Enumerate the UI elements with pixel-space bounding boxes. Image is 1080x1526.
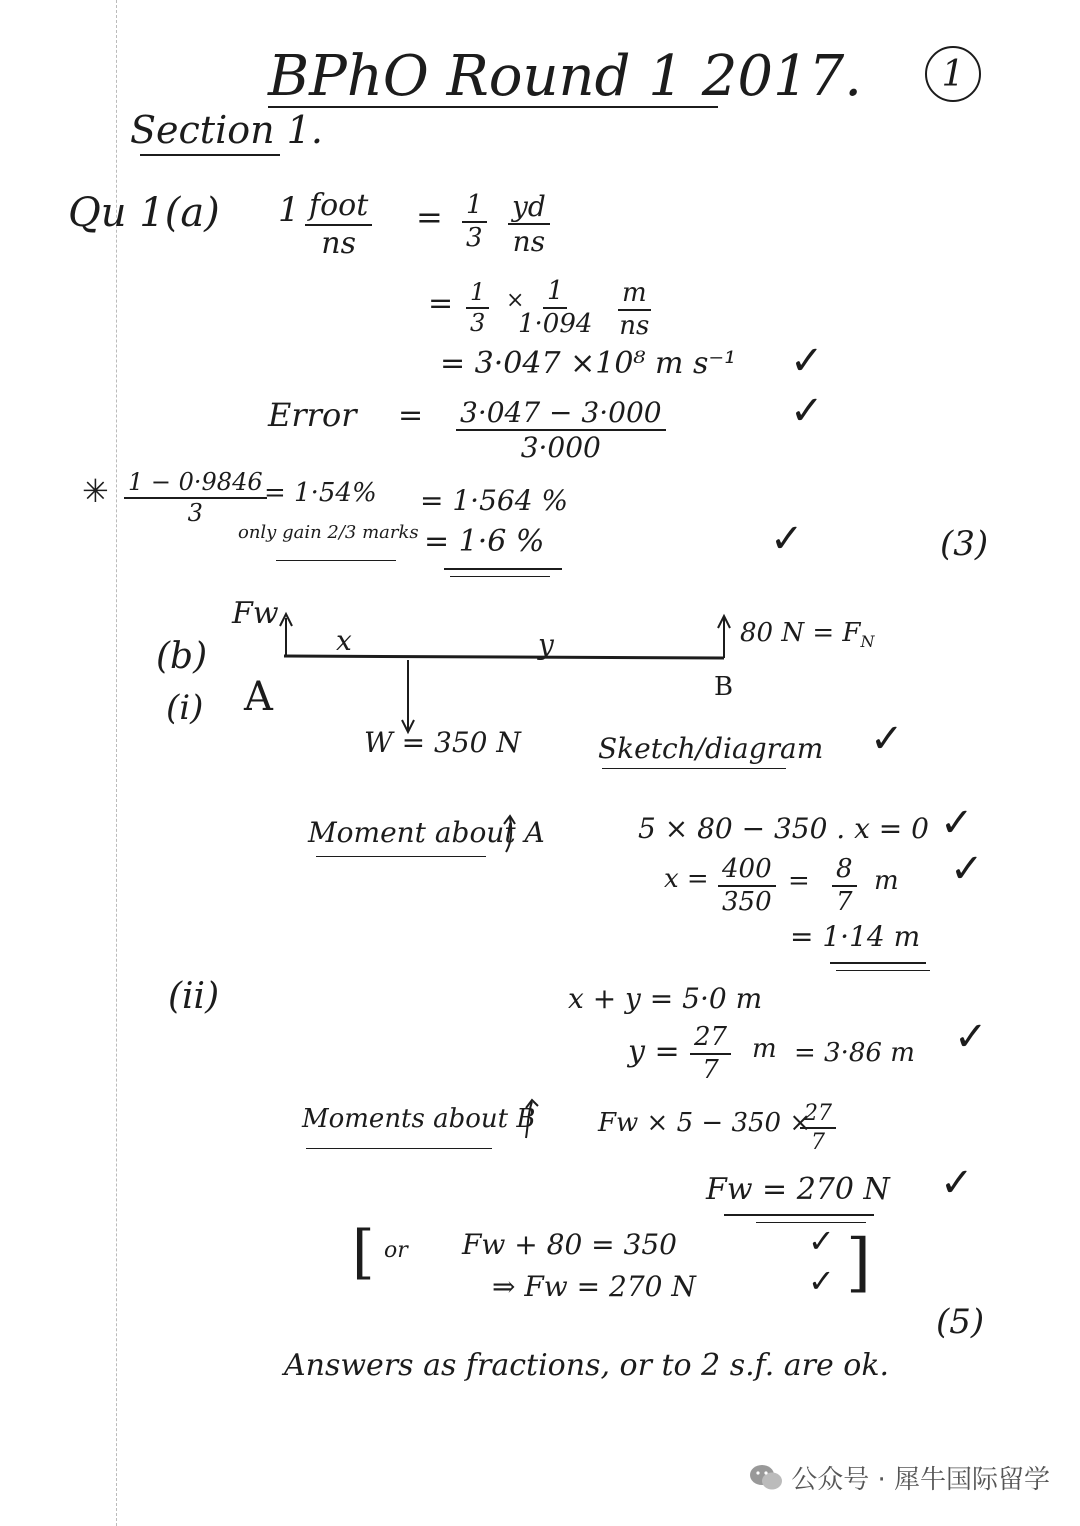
moment-b-label: Moments about B [302,1104,536,1134]
diagram-fw: Fw [232,596,279,631]
question-label: Qu 1(a) [68,190,220,236]
section-heading: Section 1. [130,108,323,152]
moment-b-fraction: $\frac{27}{7}$ [800,1102,836,1154]
x-simplified: $\frac{8}{7}$ [832,856,857,917]
tick-mark: ✓ [950,846,984,892]
line2-equals: = [428,286,454,321]
tick-mark: ✓ [790,338,824,384]
result-percent-3dp: = 1·564 % [420,484,569,517]
y-lhs: y = [628,1034,680,1069]
tick-mark: ✓ [808,1262,835,1300]
result-percent-final: = 1·6 % [424,524,545,559]
part-ii-label: (ii) [168,976,220,1017]
tick-mark: ✓ [808,1222,835,1260]
x-result: = 1·14 m [790,920,921,953]
diagram-fn: 80 $N = F_N$ [740,618,875,652]
error-fraction: $\frac{3\cdot 047 - 3\cdot 000}{3\cdot 000}$ [456,398,666,463]
marks-5: (5) [936,1302,985,1342]
alt-close-bracket: ] [846,1226,871,1300]
line2-third: $\frac{1}{3}$ [466,280,489,336]
diagram-a: A [244,674,273,720]
x-fraction: $\frac{400}{350}$ [718,856,776,917]
line1-equals: = [416,198,443,236]
fw-result: Fw = 270 N [706,1172,890,1207]
x-result-underline [830,962,926,964]
tick-mark: ✓ [790,388,824,434]
alt-fraction: $\frac{1 - 0\cdot 9846}{3}$ [124,470,267,526]
line3-speed: = 3·047 ×10⁸ m s⁻¹ [440,346,737,381]
tick-mark: ✓ [770,516,804,562]
tick-mark: ✓ [954,1014,988,1060]
wechat-icon [749,1464,783,1492]
marks-3: (3) [940,524,989,564]
line2-inverse-yard: $\frac{1}{1\cdot 094}$ [518,276,593,340]
x-equals: = [788,866,810,896]
error-equals: = [398,398,424,433]
alt-result: = 1·54% [264,478,377,508]
anticlockwise-arrow-icon [498,812,522,856]
y-fraction: $\frac{27}{7}$ [690,1024,731,1085]
moment-a-underline [316,856,486,857]
line1-unit-fraction: foot ns [305,190,372,259]
x-unit: m [874,866,899,896]
page-number: 1 [925,46,981,102]
error-label: Error [268,396,357,434]
x-lhs: x = [664,864,709,894]
alt-note: only gain 2/3 marks [238,522,419,543]
tick-mark: ✓ [870,716,904,762]
sketch-label: Sketch/diagram [598,732,824,765]
marking-note: Answers as fractions, or to 2 s.f. are ok. [284,1348,890,1383]
y-unit: m [752,1034,777,1064]
moment-b-equation: Fw × 5 − 350 × [598,1108,812,1138]
watermark [749,1459,1050,1496]
y-result: = 3·86 m [794,1038,915,1068]
sketch-underline [602,768,786,769]
part-b-label: (b) [156,636,208,677]
sum-equation: x + y = 5·0 m [568,982,763,1015]
diagram-b: B [714,672,734,702]
tick-mark: ✓ [940,1160,974,1206]
part-i-label: (i) [166,688,204,728]
page-title: BPhO Round 1 2017. [268,44,863,109]
alt-eq2: ⇒ Fw = 270 N [492,1270,696,1303]
moment-b-underline [306,1148,492,1149]
line2-m-per-ns: $\frac{m}{ns}$ [619,278,650,342]
moment-a-equation: 5 × 80 − 350 . x = 0 [638,812,929,845]
line1-yd-per-ns: $\frac{yd}{ns}$ [508,192,550,257]
alt-open-bracket: [ [352,1218,375,1286]
clockwise-arrow-icon [516,1096,544,1142]
x-result-underline-2 [836,970,930,971]
alt-eq1: Fw + 80 = 350 [462,1228,677,1261]
fw-result-underline [724,1214,874,1216]
alt-or: or [384,1238,408,1263]
line1-lhs: 1 [278,190,300,230]
diagram-y: y [538,628,554,661]
moment-a-label: Moment about A [308,816,545,849]
tick-mark: ✓ [940,800,974,846]
diagram-x: x [336,624,352,657]
diagram-weight: W = 350 N [364,726,521,759]
alt-star-icon: ✳ [82,472,109,510]
line2-times: × [506,288,525,313]
watermark-text: 公众号 · 犀牛国际留学 [791,1465,1050,1495]
line1-third: $\frac{1}{3}$ [462,192,487,253]
